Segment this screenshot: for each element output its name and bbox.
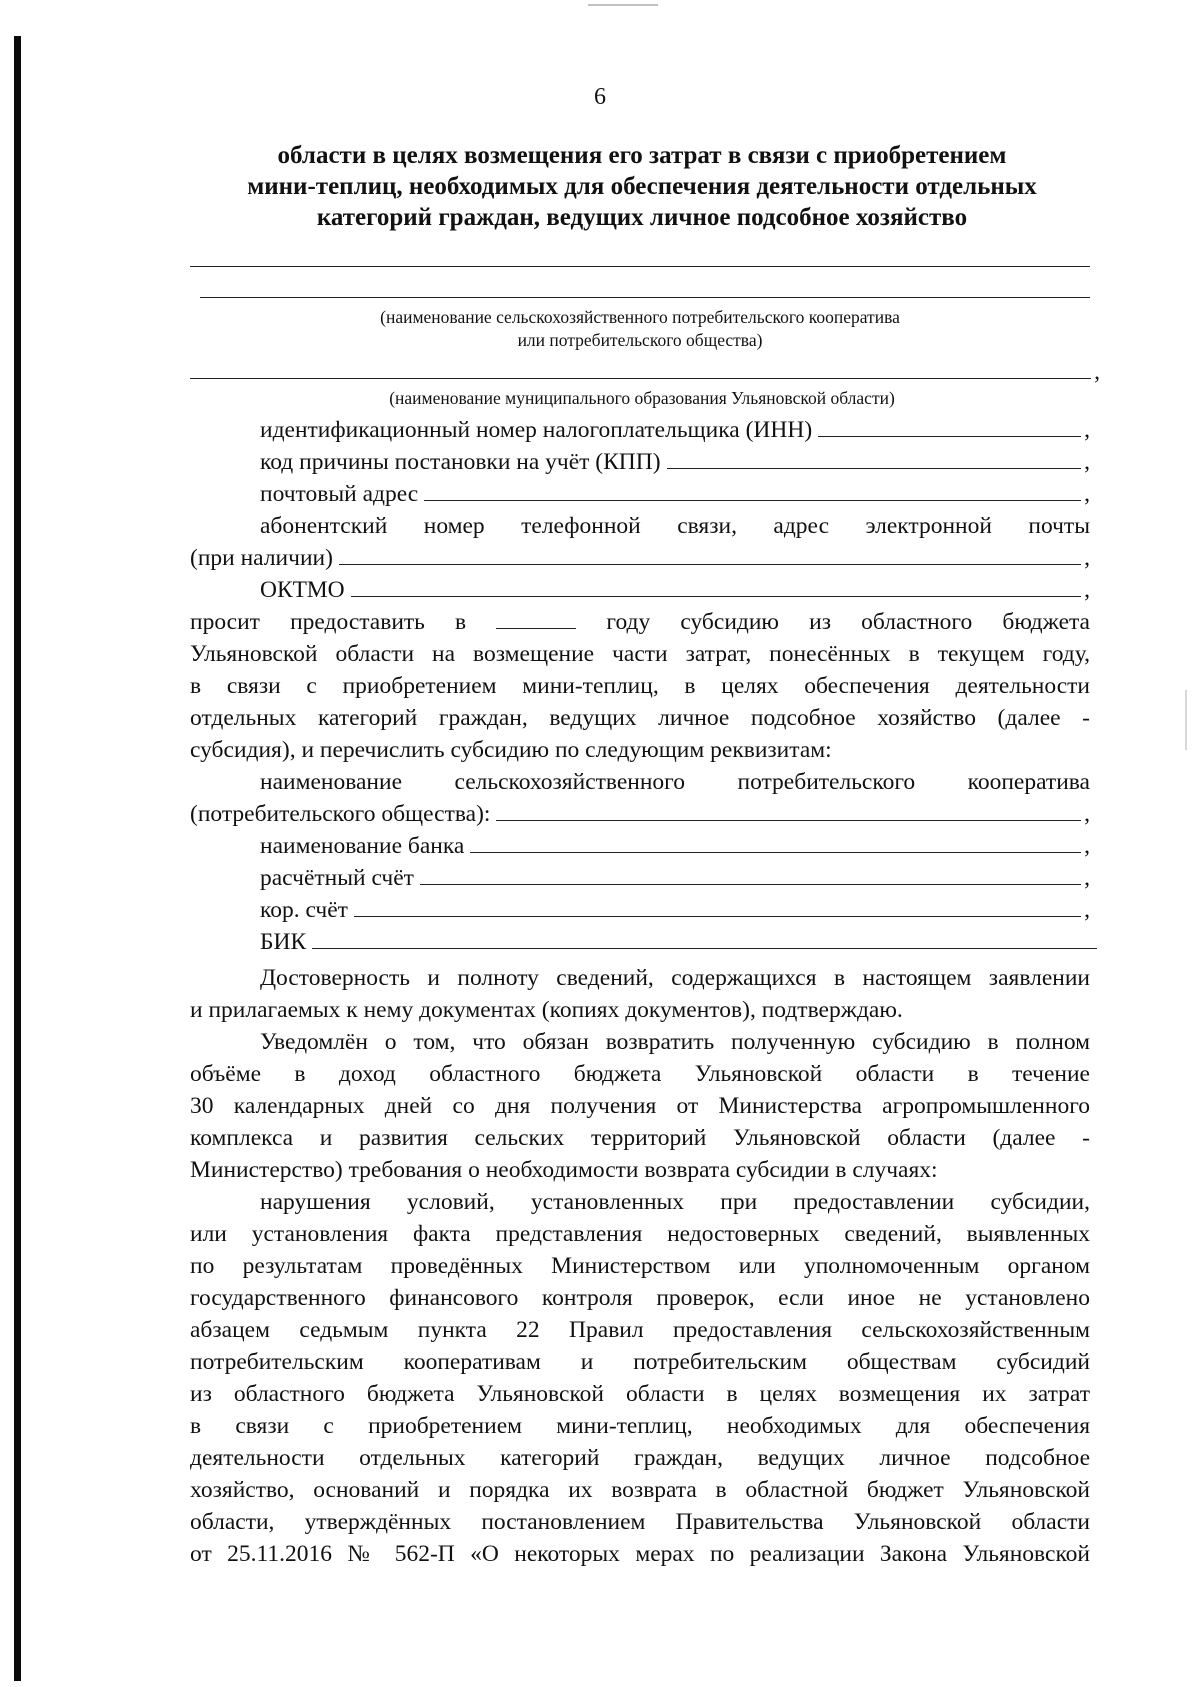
violations-line: от 25.11.2016 № 562-П «О некоторых мерах по реализации Закона Ульяновской: [190, 1541, 1090, 1567]
postal-label: почтовый адрес: [260, 481, 419, 507]
request-line: [190, 606, 1090, 638]
title-line: мини-теплиц, необходимых для обеспечения деятельности отдельных: [247, 173, 1037, 200]
violations-line: по результатам проведённых Министерством или уполномоченным органом: [190, 1253, 1090, 1279]
page-number: 6: [594, 84, 606, 110]
notice-line: 30 календарных дней со дня получения от Министерства агропромышленного: [190, 1093, 1090, 1119]
confirm-line: и прилагаемых к нему документах (копиях документов), подтверждаю.: [190, 997, 903, 1023]
bik-blank[interactable]: [312, 948, 1097, 949]
bik-label: БИК: [260, 929, 307, 955]
violations-line: из областного бюджета Ульяновской области в целях возмещения их затрат: [190, 1381, 1090, 1407]
punct-comma: ,: [1084, 449, 1090, 475]
bank-name-label-line: наименование сельскохозяйственного потребительского кооператива: [260, 769, 1090, 795]
municipality-blank[interactable]: [190, 378, 1091, 379]
account-blank[interactable]: [420, 884, 1081, 885]
punct-comma: ,: [1084, 545, 1090, 571]
postal-field: [260, 478, 1090, 510]
contacts-label-line: абонентский номер телефонной связи, адрес электронной почты: [260, 513, 1090, 539]
year-blank[interactable]: [496, 628, 576, 629]
violations-line: потребительским кооперативам и потребительским обществам субсидий: [190, 1349, 1090, 1375]
oktmo-blank[interactable]: [351, 596, 1082, 597]
caption-line: или потребительского общества): [517, 330, 763, 350]
request-text: просит предоставить в: [190, 609, 467, 635]
cooperative-name-field: [190, 798, 1090, 830]
punct-comma: ,: [1084, 865, 1090, 891]
caption-line: (наименование сельскохозяйственного потребительского кооператива: [380, 307, 900, 327]
municipality-caption: (наименование муниципального образования Ульяновской области): [389, 388, 895, 408]
kpp-label: код причины постановки на учёт (КПП): [260, 449, 661, 475]
notice-line: комплекса и развития сельских территорий Ульяновской области (далее -: [190, 1125, 1090, 1151]
request-line: Ульяновской области на возмещение части затрат, понесённых в текущем году,: [190, 641, 1090, 667]
punct-comma: ,: [1084, 481, 1090, 507]
corr-account-field: [260, 894, 1090, 926]
violations-line: хозяйство, оснований и порядка их возврата в областной бюджет Ульяновской: [190, 1477, 1090, 1503]
account-field: [260, 862, 1090, 894]
corr-account-label: кор. счёт: [260, 897, 348, 923]
account-label: расчётный счёт: [260, 865, 414, 891]
notice-line: Уведомлён о том, что обязан возвратить полученную субсидию в полном: [260, 1029, 1090, 1055]
inn-field: [260, 414, 1090, 446]
confirm-line: Достоверность и полноту сведений, содержащихся в настоящем заявлении: [260, 965, 1090, 991]
oktmo-label: ОКТМО: [260, 577, 345, 603]
title-line: области в целях возмещения его затрат в связи с приобретением: [277, 142, 1007, 169]
request-line: субсидия), и перечислить субсидию по следующим реквизитам:: [190, 737, 832, 763]
cooperative-caption: [190, 306, 1090, 352]
municipality-field: [190, 356, 1100, 388]
punct-comma: ,: [1084, 801, 1090, 827]
cooperative-name-blank-1: [190, 266, 1090, 267]
scan-edge-bar: [14, 36, 21, 1681]
violations-line: абзацем седьмым пункта 22 Правил предоставления сельскохозяйственным: [190, 1317, 1090, 1343]
bik-field: [260, 926, 1100, 958]
punct-comma: ,: [1084, 897, 1090, 923]
postal-blank[interactable]: [424, 500, 1081, 501]
kpp-field: [260, 446, 1090, 478]
request-line: в связи с приобретением мини-теплиц, в целях обеспечения деятельности: [190, 673, 1090, 699]
cooperative-name-blank[interactable]: [496, 820, 1081, 821]
punct-comma: ,: [1084, 577, 1090, 603]
violations-line: или установления факта представления недостоверных сведений, выявленных: [190, 1221, 1090, 1247]
document-title: [190, 140, 1094, 233]
cooperative-name-label: (потребительского общества):: [190, 801, 491, 827]
contacts-blank[interactable]: [339, 564, 1081, 565]
cooperative-name-blank-2: [200, 297, 1090, 298]
violations-line: области, утверждённых постановлением Правительства Ульяновской области: [190, 1509, 1090, 1535]
notice-line: объёме в доход областного бюджета Ульяновской области в течение: [190, 1061, 1090, 1087]
kpp-blank[interactable]: [667, 468, 1082, 469]
oktmo-field: [260, 574, 1090, 606]
punct-comma: ,: [1084, 833, 1090, 859]
bank-name-field: [260, 830, 1090, 862]
scan-speck: [588, 4, 658, 6]
inn-blank[interactable]: [818, 436, 1081, 437]
title-line: категорий граждан, ведущих личное подсобное хозяйство: [316, 204, 968, 231]
violations-line: в связи с приобретением мини-теплиц, необходимых для обеспечения: [190, 1413, 1090, 1439]
request-line: отдельных категорий граждан, ведущих личное подсобное хозяйство (далее -: [190, 705, 1090, 731]
bank-name-blank[interactable]: [470, 852, 1081, 853]
bank-name-label: наименование банка: [260, 833, 465, 859]
punct-comma: ,: [1094, 359, 1100, 385]
notice-line: Министерство) требования о необходимости возврата субсидии в случаях:: [190, 1157, 938, 1183]
request-text: году субсидию из областного бюджета: [606, 609, 1090, 635]
punct-comma: ,: [1084, 417, 1090, 443]
corr-account-blank[interactable]: [354, 916, 1081, 917]
contacts-field: [190, 542, 1090, 574]
violations-line: нарушения условий, установленных при предоставлении субсидии,: [260, 1189, 1090, 1215]
scan-speck: [1185, 690, 1187, 750]
contacts-label: (при наличии): [190, 545, 333, 571]
violations-line: деятельности отдельных категорий граждан, ведущих личное подсобное: [190, 1445, 1090, 1471]
violations-line: государственного финансового контроля проверок, если иное не установлено: [190, 1285, 1090, 1311]
inn-label: идентификационный номер налогоплательщика (ИНН): [260, 417, 813, 443]
